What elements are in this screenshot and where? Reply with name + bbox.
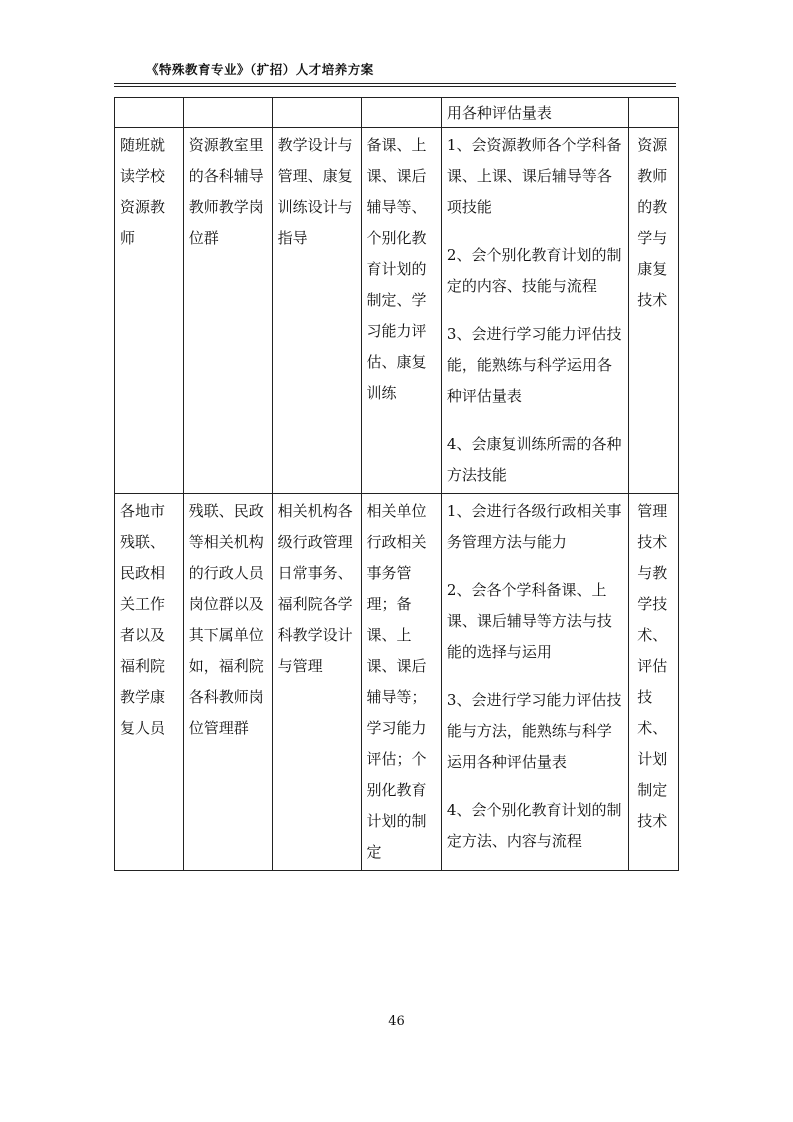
skill-item: 3、会进行学习能力评估技能与方法，能熟练与科学运用各种评估量表 xyxy=(446,691,622,771)
skill-item: 2、会个别化教育计划的制定的内容、技能与流程 xyxy=(446,246,622,295)
table-cell-position-group: 资源教室里的各科辅导教师教学岗位群 xyxy=(183,128,272,494)
page-number: 46 xyxy=(388,1014,405,1029)
header-rule xyxy=(114,83,676,84)
table-cell-courses: 管理技术与教学技术、评估技术、计划制定技术 xyxy=(629,494,679,871)
table-cell-empty xyxy=(629,98,679,128)
table-cell-skills xyxy=(441,494,628,871)
table-cell-courses: 资源教师的教学与康复技术 xyxy=(629,128,679,494)
table-cell-core-ability: 相关机构各级行政管理日常事务、福利院各学科教学设计与管理 xyxy=(272,494,361,871)
skill-item: 1、会资源教师各个学科备课、上课、课后辅导等各项技能 xyxy=(446,136,622,216)
skill-item: 1、会进行各级行政相关事务管理方法与能力 xyxy=(446,502,622,551)
table-cell-empty xyxy=(361,98,441,128)
table-cell-empty xyxy=(115,98,184,128)
table-cell-empty xyxy=(183,98,272,128)
table-cell-skills-continuation: 用各种评估量表 xyxy=(441,98,628,128)
table-cell-target-position: 随班就读学校资源教师 xyxy=(115,128,184,494)
table-cell-work-tasks: 相关单位行政相关事务管理；备课、上课、课后辅导等；学习能力评估；个别化教育计划的制定 xyxy=(361,494,441,871)
table-cell-target-position: 各地市残联、民政相关工作者以及福利院教学康复人员 xyxy=(115,494,184,871)
document-header-title: 《特殊教育专业》（扩招）人才培养方案 xyxy=(146,62,374,77)
header-rule-thin xyxy=(114,86,676,87)
training-plan-table xyxy=(114,97,679,871)
table-cell-work-tasks: 备课、上课、课后辅导等、个别化教育计划的制定、学习能力评估、康复训练 xyxy=(361,128,441,494)
table-row xyxy=(115,128,679,494)
table-cell-core-ability: 教学设计与管理、康复训练设计与指导 xyxy=(272,128,361,494)
skill-item: 2、会各个学科备课、上课、课后辅导等方法与技能的选择与运用 xyxy=(446,581,612,661)
table-cell-skills xyxy=(441,128,628,494)
skill-item: 4、会康复训练所需的各种方法技能 xyxy=(446,435,622,484)
skill-item: 4、会个别化教育计划的制定方法、内容与流程 xyxy=(446,801,622,850)
table-cell-empty xyxy=(272,98,361,128)
skill-item: 3、会进行学习能力评估技能，能熟练与科学运用各种评估量表 xyxy=(446,325,622,405)
table-cell-position-group: 残联、民政等相关机构的行政人员岗位群以及其下属单位如，福利院各科教师岗位管理群 xyxy=(183,494,272,871)
table-row-continuation xyxy=(115,98,679,128)
table-row xyxy=(115,494,679,871)
